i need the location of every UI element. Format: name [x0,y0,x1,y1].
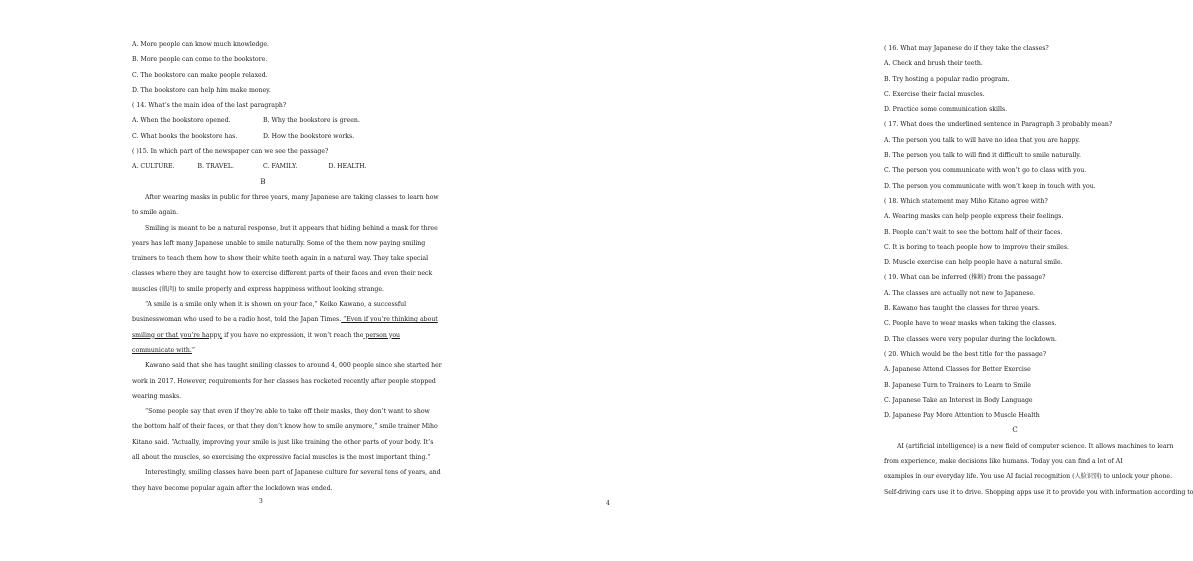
paragraph-line: Interestingly, smiling classes have been part of Japanese culture for several tens of years, and [145,469,441,477]
option-line: C. What books the bookstore has. [132,132,238,140]
paragraph-line: AI (artificial intelligence) is a new field of computer science. It allows machines to learn [897,442,1174,450]
paragraph-line: “Some people say that even if they’re able to take off their masks, they don’t want to show [145,408,430,416]
paragraph-line: Kawano said that she has taught smiling classes to around 4, 000 people since she started her [145,362,442,370]
text-span: businesswoman who used to be a radio host, told the Japan Times. [132,316,342,324]
option-line: D. The classes were very popular during the lockdown. [884,335,1057,343]
option-line: B. People can’t wait to see the bottom half of their faces. [884,228,1063,236]
option-line: A. Wearing masks can help people express their feelings. [884,213,1064,221]
option-line: D. Muscle exercise can help people have a natural smile. [884,259,1063,267]
option-line: D. The person you communicate with won’t keep in touch with you. [884,182,1096,190]
text-span: if you have no expression, it won’t reach the [222,331,364,339]
paragraph-line: to smile again. [132,209,179,217]
paragraph-line: work in 2017. However, requirements for her classes has rocketed recently after people stopped [132,377,436,385]
option-line: A. The classes are actually not new to Japanese. [884,289,1035,297]
section-heading-c: C [1012,426,1018,435]
option-line: C. Exercise their facial muscles. [884,90,985,98]
text-span: ” [191,346,196,354]
option-line: D. Japanese Pay More Attention to Muscle Health [884,412,1040,420]
option-line: C. The person you communicate with won’t go to class with you. [884,167,1087,175]
paragraph-line: the bottom half of their faces, or that they don’t know how to smile anymore,” smile trainer Miho [132,423,438,431]
underlined-sentence: smiling or that you’re happy, [132,331,223,339]
option-line: A. The person you talk to will have no idea that you are happy. [884,136,1081,144]
option-line: A. Check and brush their teeth. [884,60,983,68]
paragraph-line: from experience, make decisions like humans. Today you can find a lot of AI [884,458,1123,466]
option-line: A. More people can know much knowledge. [132,41,270,48]
option-line: B. Why the bookstore is green. [263,117,360,125]
paragraph-line: trainers to teach them how to show their white teeth again in a natural way. They take special [132,255,429,263]
question-14: ( 14. What’s the main idea of the last paragraph? [132,102,287,110]
paragraph-line: Self-driving cars use it to drive. Shopping apps use it to provide you with information according to [884,488,1193,496]
option-line: C. The bookstore can make people relaxed. [132,71,268,79]
question-15: ( )15. In which part of the newspaper can we see the passage? [132,148,329,156]
page-number: 3 [259,498,263,505]
option-line: A. Japanese Attend Classes for Better Exercise [884,366,1031,374]
option-line: C. People have to wear masks when taking the classes. [884,320,1057,328]
option-line: B. More people can come to the bookstore. [132,56,268,64]
option-line: D. The bookstore can help him make money. [132,86,271,94]
paragraph-line: After wearing masks in public for three years, many Japanese are taking classes to learn how [145,193,439,201]
section-heading-b: B [260,177,266,186]
q15-options [132,159,394,174]
paragraph-line [132,328,401,343]
paragraph-line: they have become popular again after the lockdown was ended. [132,484,333,492]
option-line: A. When the bookstore opened. [132,117,231,125]
paragraph-line [132,312,438,327]
question-16: ( 16. What may Japanese do if they take the classes? [884,45,1049,52]
option-line: C. It is boring to teach people how to improve their smiles. [884,243,1069,251]
question-19: ( 19. What can be inferred (推断) from the passage? [884,274,1046,282]
question-17: ( 17. What does the underlined sentence in Paragraph 3 probably mean? [884,121,1113,129]
underlined-sentence: communicate with. [132,346,192,354]
option-line: B. Try hosting a popular radio program. [884,75,1010,83]
question-20: ( 20. Which would be the best title for the passage? [884,350,1047,358]
option-line: B. TRAVEL. [197,163,234,171]
question-18: ( 18. Which statement may Miho Kitano agree with? [884,197,1048,205]
paragraph-line: Smiling is meant to be a natural response, but it appears that hiding behind a mask for three [145,224,438,232]
paragraph-line: classes where they are taught how to exercise different parts of their faces and even their neck [132,270,433,278]
page-left [0,0,442,561]
paragraph-line: all about the muscles, so exercising the expressive facial muscles is the most important thing.” [132,454,431,462]
underlined-sentence: “Even if you’re thinking about [341,316,438,324]
paragraph-line: examples in our everyday life. You use AI facial recognition (人脸识别) to unlock your phone. [884,473,1173,481]
paragraph-line: wearing masks. [132,392,182,400]
option-line: C. FAMILY. [263,163,298,171]
option-line: D. How the bookstore works. [263,132,355,140]
option-line: B. The person you talk to will find it difficult to smile naturally. [884,152,1081,160]
option-line: B. Kawano has taught the classes for three years. [884,305,1040,313]
paragraph-line [132,343,394,358]
option-line: A. CULTURE. [132,163,175,171]
paragraph-line: years has left many Japanese unable to smile naturally. Some of the them now paying smiling [132,239,426,247]
option-line: C. Japanese Take an Interest in Body Language [884,396,1033,404]
option-line: D. Practice some communication skills. [884,106,1008,114]
q14-options-row1 [132,113,394,128]
option-line: D. HEALTH. [328,163,367,171]
q14-options-row2 [132,129,394,144]
paragraph-line: Kitano said. “Actually, improving your smile is just like training the other parts of your body. It’s [132,438,434,446]
page-right [397,0,1193,561]
paragraph-line: muscles (肌肉) to smile properly and express happiness without looking strange. [132,285,384,293]
left-column [132,37,442,496]
option-line: B. Japanese Turn to Trainers to Learn to Smile [884,381,1031,389]
page-number: 4 [606,500,610,507]
right-column [884,41,1193,500]
paragraph-line: “A smile is a smile only when it is shown on your face,” Keiko Kawano, a successful [145,301,407,309]
underlined-sentence: person you [363,331,401,339]
